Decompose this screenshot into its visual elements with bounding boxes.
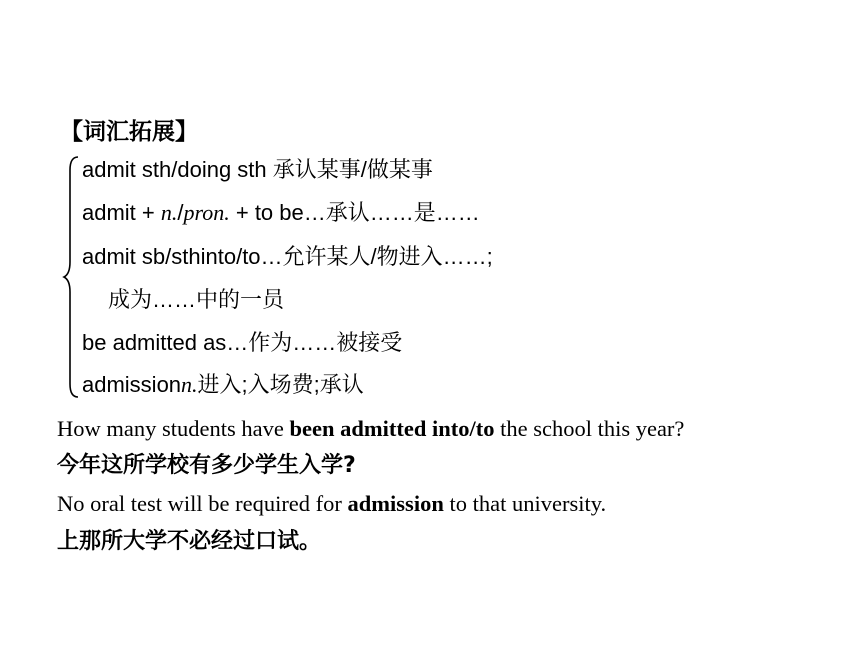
definition-line-3-continued: 成为……中的一员	[108, 287, 285, 312]
noun-abbrev: n.	[160, 200, 178, 225]
definition-suffix: + to be…承认……是……	[229, 200, 480, 225]
sentence-text: the school this year?	[494, 416, 685, 441]
left-brace	[62, 154, 82, 400]
example-sentence-2-english	[57, 489, 606, 519]
example-sentence-2-chinese: 上那所大学不必经过口试。	[57, 529, 322, 554]
definition-line-2	[82, 198, 480, 228]
definition-line-3: admit sb/sthinto/to…允许某人/物进入……;	[82, 244, 493, 269]
example-sentence-1-chinese: 今年这所学校有多少学生入学?	[57, 453, 356, 478]
definition-line-1: admit sth/doing sth 承认某事/做某事	[82, 157, 433, 182]
slash: /	[177, 200, 184, 225]
pronoun-abbrev: pron.	[183, 200, 230, 225]
definition-prefix: admit +	[82, 200, 161, 225]
example-sentence-1-english	[57, 414, 684, 444]
sentence-text: How many students have	[57, 416, 290, 441]
sentence-text: No oral test will be required for	[57, 491, 348, 516]
noun-abbrev: n.	[181, 372, 198, 397]
definition-line-4: be admitted as…作为……被接受	[82, 330, 403, 355]
vocabulary-expansion-heading: 【词汇拓展】	[60, 119, 198, 145]
admission-gloss: 进入;入场费;承认	[197, 372, 364, 397]
highlighted-phrase: been admitted into/to	[289, 416, 495, 441]
sentence-text: to that university.	[443, 491, 607, 516]
definition-line-5	[82, 370, 364, 400]
highlighted-phrase: admission	[347, 491, 444, 516]
admission-word: admission	[82, 372, 182, 397]
